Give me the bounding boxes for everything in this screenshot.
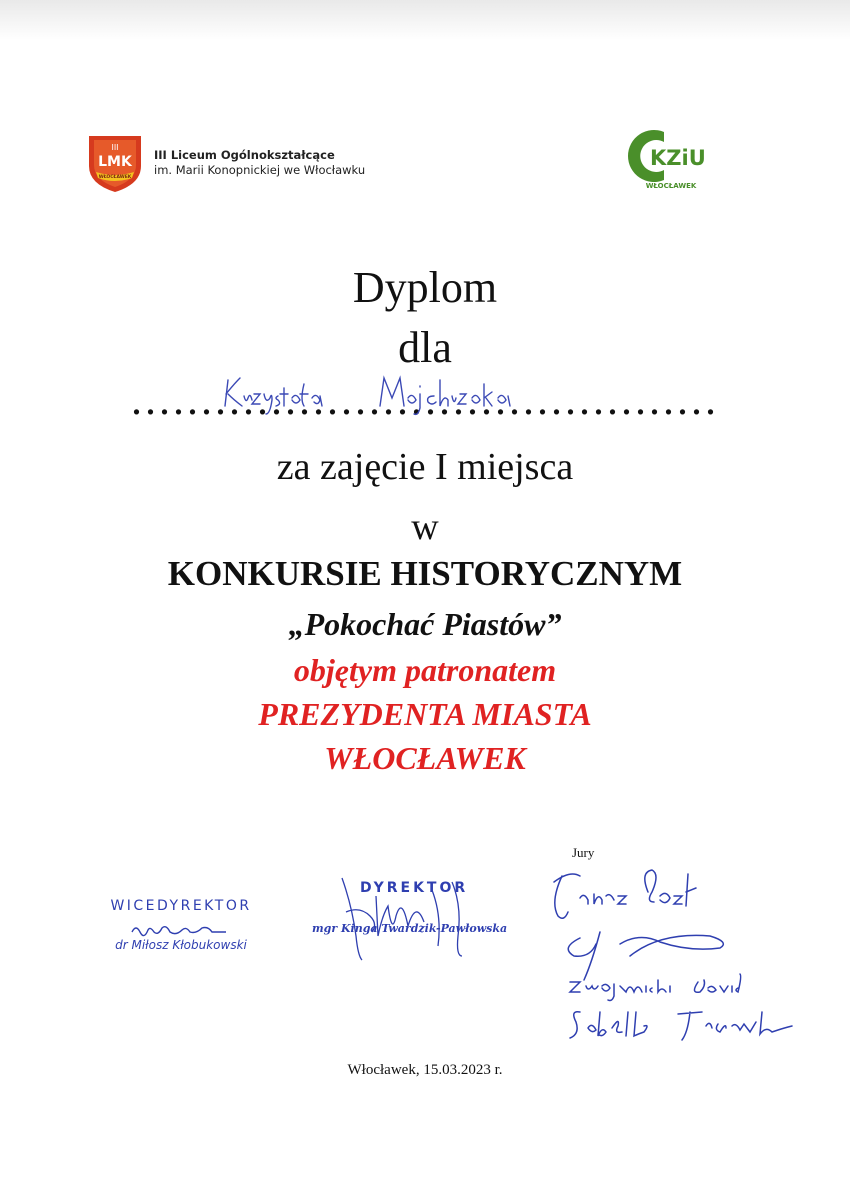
scan-shadow xyxy=(0,0,850,40)
director-stamp xyxy=(312,876,522,966)
svg-text:WŁOCŁAWEK: WŁOCŁAWEK xyxy=(645,182,697,190)
contest-type: KONKURSIE HISTORYCZNYM xyxy=(167,554,683,593)
svg-text:KZiU: KZiU xyxy=(650,146,706,170)
svg-text:III: III xyxy=(111,143,119,152)
recipient-handwritten xyxy=(220,370,600,420)
director-title: DYREKTOR xyxy=(360,880,469,896)
svg-text:WŁOCŁAWEK: WŁOCŁAWEK xyxy=(98,175,132,180)
school-name-line2: im. Marii Konopnickiej we Włocławku xyxy=(154,163,366,177)
svg-text:LMK: LMK xyxy=(98,154,132,170)
diploma-title: Dyplom xyxy=(352,263,498,312)
school-name-line1: III Liceum Ogólnokształcące xyxy=(154,148,335,162)
place-awarded: za zajęcie I miejsca xyxy=(276,446,574,488)
vice-director-title: WICEDYREKTOR xyxy=(110,898,252,914)
kziu-logo-icon xyxy=(616,126,726,196)
partner-logo xyxy=(616,126,726,201)
jury-signatures xyxy=(540,862,820,1057)
director-name: mgr Kinga Twardzik-Pawłowska xyxy=(312,922,508,935)
diploma-for: dla xyxy=(398,323,452,372)
vice-director-stamp xyxy=(86,898,276,952)
jury-signatures-icon xyxy=(540,862,820,1052)
school-header xyxy=(86,132,365,194)
vice-signature-icon xyxy=(126,916,236,942)
place-date: Włocławek, 15.03.2023 r. xyxy=(347,1062,503,1078)
school-logo-icon xyxy=(86,132,144,194)
jury-label: Jury xyxy=(572,845,595,860)
patron-line2: WŁOCŁAWEK xyxy=(324,740,526,776)
contest-name: „Pokochać Piastów” xyxy=(288,606,562,642)
recipient-dots: .......................................... xyxy=(131,375,719,424)
patronage-text: objętym patronatem xyxy=(293,652,557,688)
vice-director-name: dr Miłosz Kłobukowski xyxy=(115,938,247,952)
preposition-in: w xyxy=(411,506,439,548)
patron-line1: PREZYDENTA MIASTA xyxy=(258,696,592,732)
